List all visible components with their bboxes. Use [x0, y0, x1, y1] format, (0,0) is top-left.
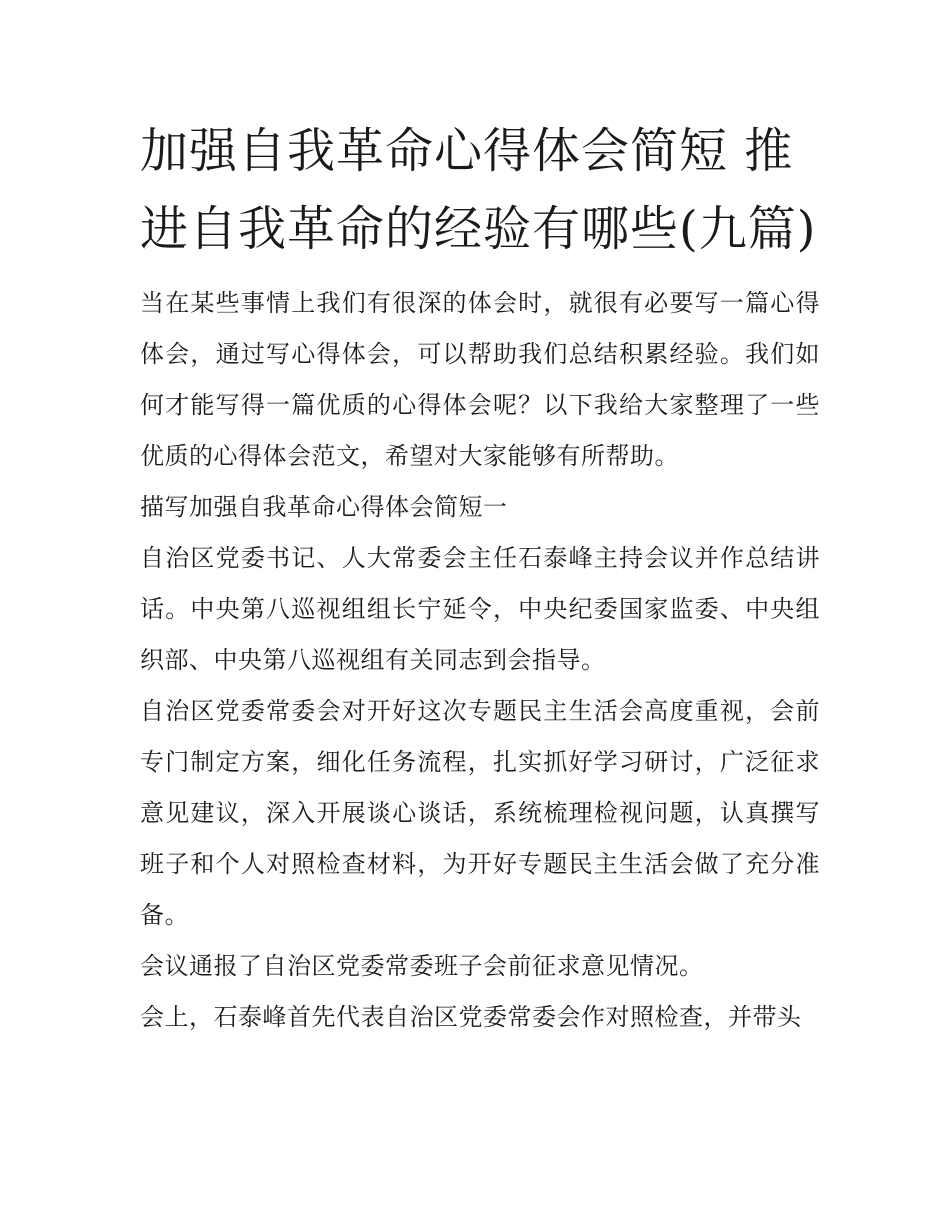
body-paragraph: 会议通报了自治区党委常委班子会前征求意见情况。: [140, 952, 704, 980]
body-paragraph: 会上，石泰峰首先代表自治区党委常委会作对照检查，并带头: [140, 1003, 802, 1031]
document-title: 加强自我革命心得体会简短 推进自我革命的经验有哪些(九篇): [140, 123, 817, 257]
body-paragraph: 自治区党委书记、人大常委会主任石泰峰主持会议并作总结讲话。中央第八巡视组组长宁延令，中央纪委国家监委、中央组织部、中央第八巡视组有关同志到会指导。: [140, 544, 820, 674]
intro-paragraph: 当在某些事情上我们有很深的体会时，就很有必要写一篇心得体会，通过写心得体会，可以帮助我们总结积累经验。我们如何才能写得一篇优质的心得体会呢？以下我给大家整理了一些优质的心得体会范文，希望对大家能够有所帮助。: [140, 289, 820, 470]
body-paragraph: 自治区党委常委会对开好这次专题民主生活会高度重视，会前专门制定方案，细化任务流程，扎实抓好学习研讨，广泛征求意见建议，深入开展谈心谈话，系统梳理检视问题，认真撰写班子和个人对照检查材料，为开好专题民主生活会做了充分准备。: [140, 697, 820, 929]
section-heading: 描写加强自我革命心得体会简短一: [140, 493, 508, 521]
document-body: [140, 112, 820, 1043]
